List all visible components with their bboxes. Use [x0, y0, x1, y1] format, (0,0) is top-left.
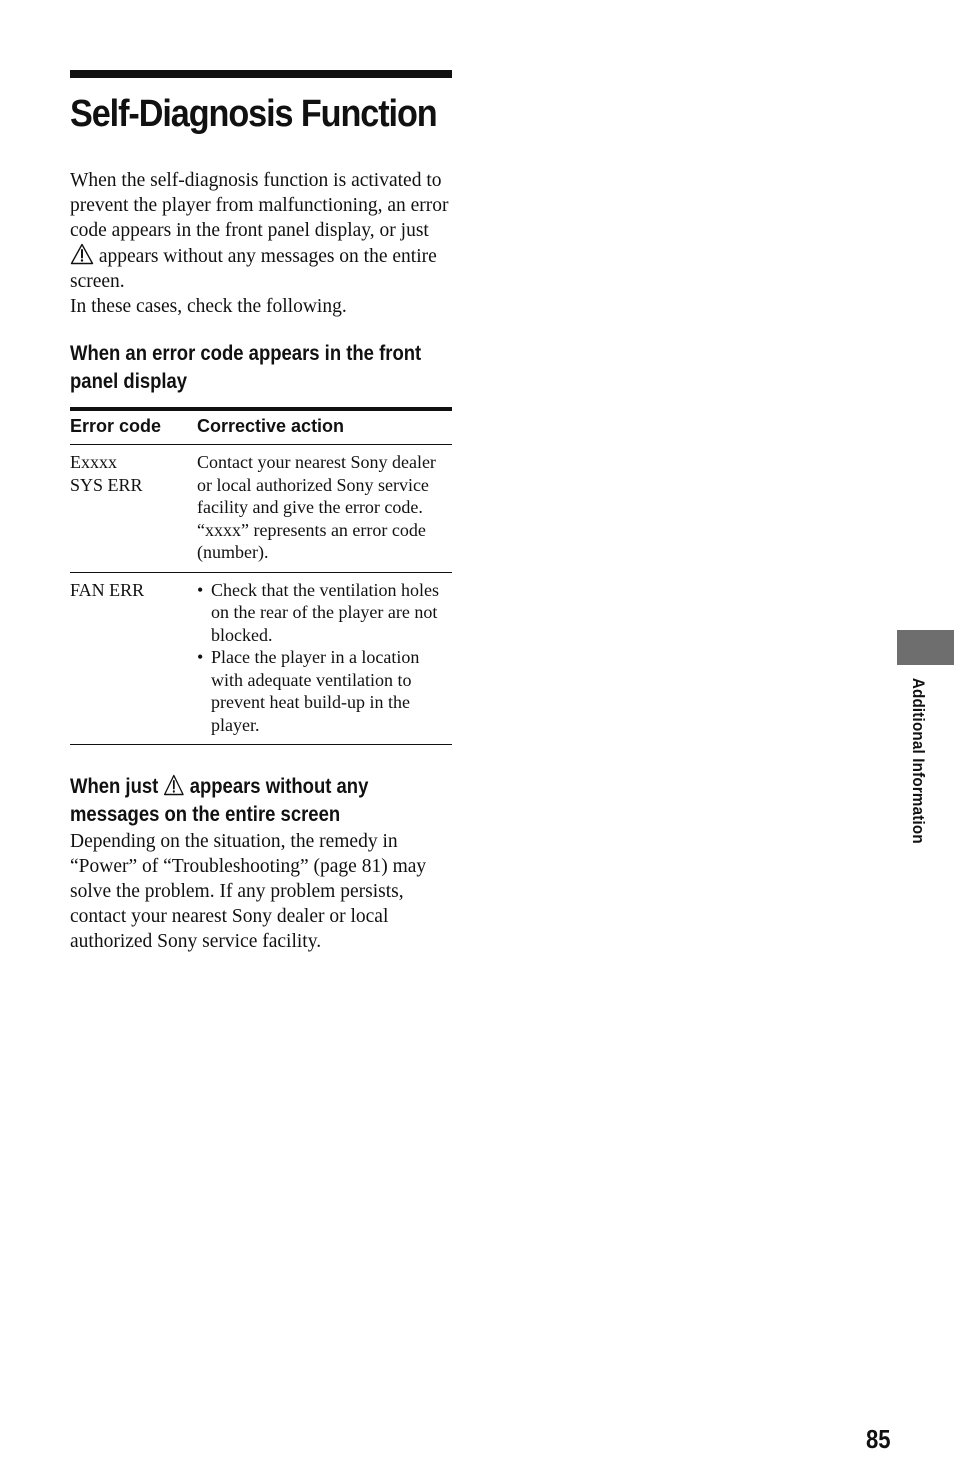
corrective-action-cell: Contact your nearest Sony dealer or local authorized Sony service facility and give the error code. “xxxx” represents an error code (number). [197, 445, 452, 573]
table-header-row [70, 409, 452, 445]
title-rule [70, 70, 452, 78]
section2-heading-after: appears without any messages on the entire screen [70, 775, 369, 826]
error-code-table [70, 407, 452, 745]
page-title: Self-Diagnosis Function [70, 93, 437, 135]
error-code-cell [70, 572, 197, 745]
warning-triangle-icon [163, 774, 184, 796]
error-code: FAN ERR [70, 579, 145, 600]
side-section-label: Additional Information [909, 678, 927, 845]
corrective-action-cell [197, 572, 452, 745]
section1-heading: When an error code appears in the front panel display [70, 342, 422, 393]
intro-text-before: When the self-diagnosis function is activated to prevent the player from malfunctioning, an error code appears in the front panel display, or just [70, 170, 449, 241]
section2-heading-before: When just [70, 775, 159, 798]
list-item: • Check that the ventilation holes on the rear of the player are not blocked. [197, 579, 452, 647]
error-code-cell [70, 445, 197, 573]
intro-text-after: appears without any messages on the entire screen. [70, 246, 437, 292]
section2-heading [70, 773, 450, 829]
error-code: SYS ERR [70, 474, 143, 495]
table-row [70, 572, 452, 745]
header-error-code: Error code [70, 409, 197, 445]
section-tab-marker [897, 630, 954, 665]
error-code: Exxxx [70, 452, 117, 472]
page-number: 85 [866, 1424, 891, 1454]
table-row [70, 445, 452, 573]
content-column [70, 70, 452, 954]
action-bullet-list [197, 579, 452, 737]
intro-line2: In these cases, check the following. [70, 296, 347, 317]
intro-paragraph [70, 168, 452, 294]
warning-triangle-icon [70, 243, 94, 265]
section2-body: Depending on the situation, the remedy in “Power” of “Troubleshooting” (page 81) may solve the problem. If any problem persists, contact your nearest Sony dealer or local authorized Sony service facility. [70, 831, 427, 952]
header-corrective-action: Corrective action [197, 409, 452, 445]
list-item: • Place the player in a location with adequate ventilation to prevent heat build-up in the player. [197, 646, 452, 736]
